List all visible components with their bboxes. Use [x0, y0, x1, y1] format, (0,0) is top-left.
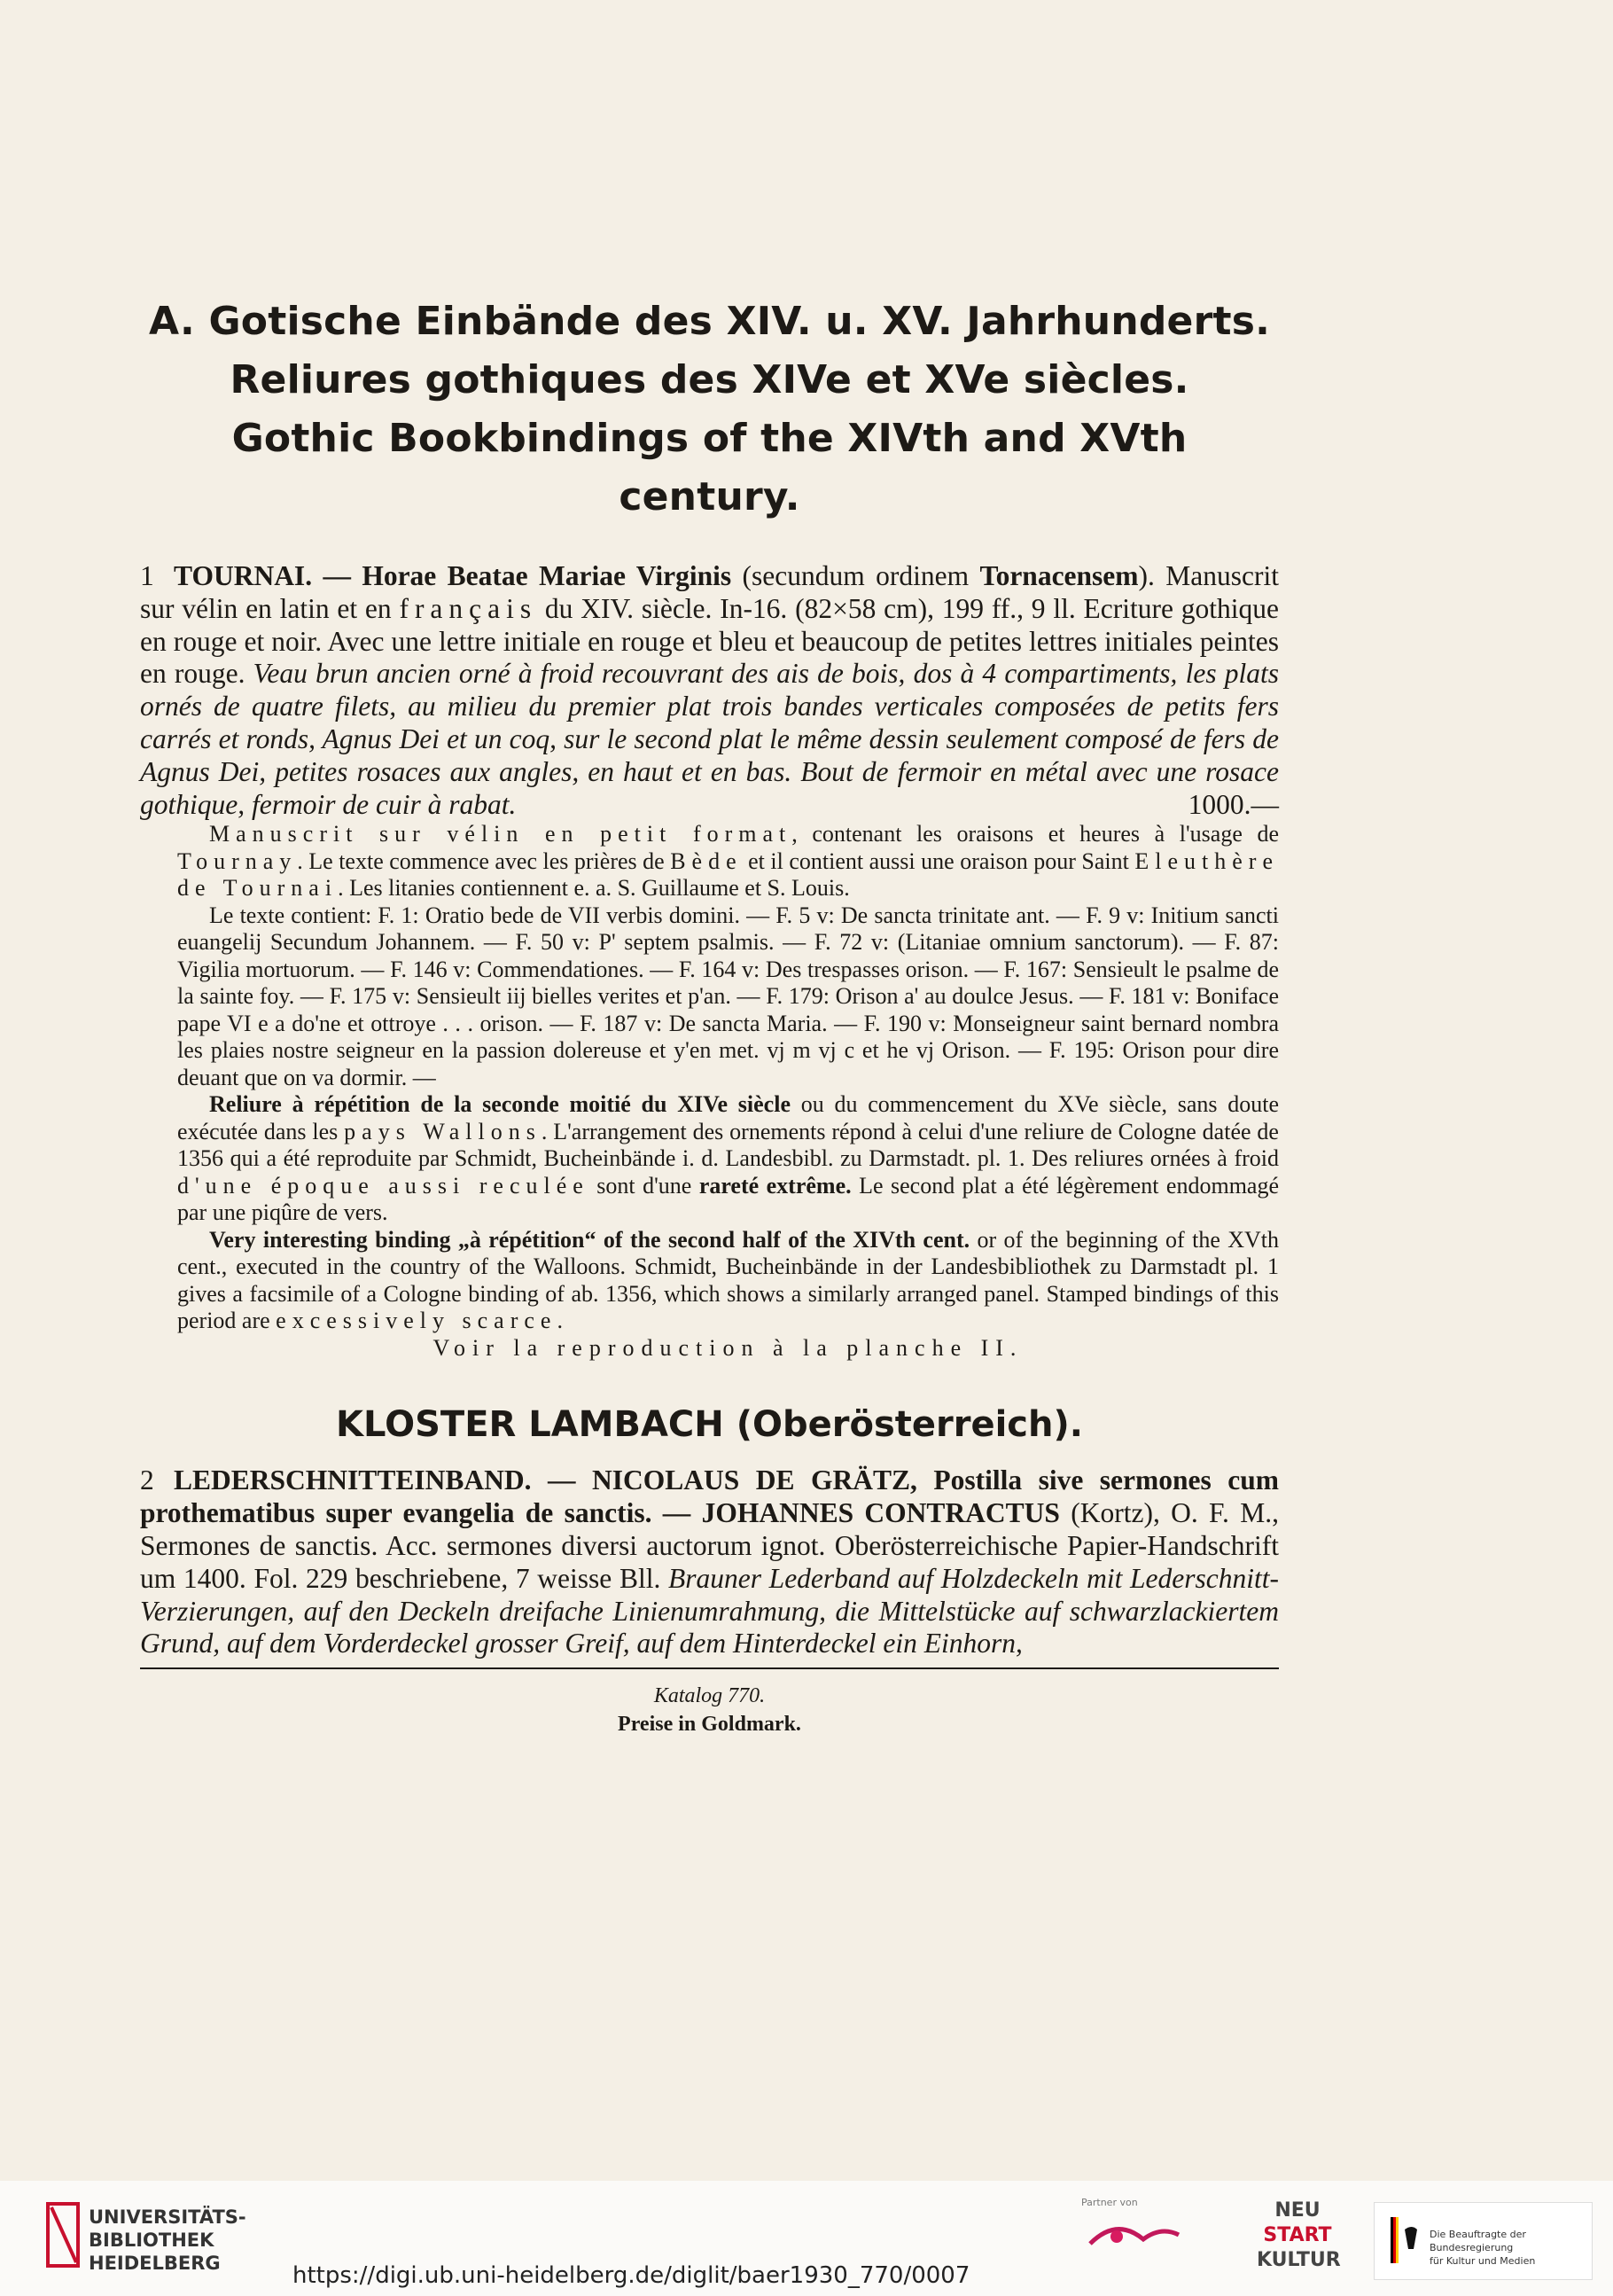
- entry-1-lead: TOURNAI. — Horae Beatae Mariae Virginis: [174, 560, 732, 591]
- federal-eagle-icon: [1385, 2214, 1421, 2267]
- permalink-url[interactable]: https://digi.ub.uni-heidelberg.de/diglit/baer1930_770/0007: [292, 2262, 970, 2289]
- entry-number: 2: [140, 1464, 154, 1496]
- note-manuscript: Manuscrit sur vélin en petit format, contenant les oraisons et heures à l'usage de Tournay. Le texte commence avec les prières de Bède et il contient aussi une oraison pour Saint Eleuthère de Tournai. Les litanies contiennent e. a. S. Guillaume et S. Louis.: [177, 821, 1279, 902]
- binding-description: Brauner Lederband auf Holzdeckeln mit Lederschnitt-Verzierungen, auf den Deckeln dreifache Linienumrahmung, die Mittelstücke auf schwarzlackiertem Grund, auf dem Vorderdeckel grosser Greif, auf dem Hinterdeckel ein Einhorn,: [140, 1562, 1279, 1660]
- dsb-logo-icon: [1081, 2208, 1214, 2261]
- entry-number: 1: [140, 560, 154, 591]
- note-binding-fr: Reliure à répétition de la seconde moitié du XIVe siècle ou du commencement du XVe siècle, sans doute exécutée dans les pays Wallons. L'arrangement des ornements répond à celui d'une reliure de Cologne datée de 1356 qui a été reproduite par Schmidt, Bucheinbände i. d. Landesbibl. zu Darmstadt. pl. 1. Des reliures ornées à froid d'une époque aussi reculée sont d'une rareté extrême. Le second plat a été légèrement endommagé par une piqûre de vers.: [177, 1091, 1279, 1226]
- heading-french: Reliures gothiques des XIVe et XVe siècles.: [230, 357, 1189, 402]
- neustart-kultur-logo[interactable]: NEU START KULTUR: [1257, 2199, 1341, 2271]
- heading-english: Gothic Bookbindings of the XIVth and XVth century.: [231, 416, 1188, 519]
- price: 1000.—: [1188, 788, 1279, 820]
- partner-logo[interactable]: Partner von: [1081, 2197, 1223, 2264]
- entry-1: [140, 560, 1279, 1362]
- note-contents: Le texte contient: F. 1: Oratio bede de VII verbis domini. — F. 5 v: De sancta trinitate ant. — F. 9 v: Initium sancti euangelij Secundum Johannem. — F. 50 v: P' septem psalmis. — F. 72 v: (Litaniae omnium sanctorum). — F. 87: Vigilia mortuorum. — F. 146 v: Commendationes. — F. 164 v: Des trespasses orison. — F. 167: Sensieult le psalme de la sainte foy. — F. 175 v: Sensieult iij bielles verites et p'an. — F. 179: Orison a' au doulce Jesus. — F. 181 v: Boniface pape VI e a do'ne et ottroye . . . orison. — F. 187 v: De sancta Maria. — F. 190 v: Monseigneur saint bernard nombra les plaies nostre seigneur en la passion dolereuse et y'en met. vj m vj c et he vj Orison. — F. 195: Orison pour dire deuant que on va dormir. —: [177, 902, 1279, 1090]
- ub-heidelberg-logo[interactable]: [44, 2200, 83, 2275]
- entry-1-description: 1 TOURNAI. — Horae Beatae Mariae Virginis (secundum ordinem Tornacensem). Manuscrit sur vélin en latin et en français du XIV. siècle. In-16. (82×58 cm), 199 ff., 9 ll. Ecriture gothique en rouge et noir. Avec une lettre initiale en rouge et bleu et beaucoup de petites lettres initiales peintes en rouge. Veau brun ancien orné à froid recouvrant des ais de bois, dos à 4 compartiments, les plats ornés de quatre filets, au milieu du premier plat trois bandes verticales composées de petits fers carrés et ronds, Agnus Dei et un coq, sur le second plat le même dessin seulement composé de fers de Agnus Dei, petites rosaces aux angles, en haut et en bas. Bout de fermoir en métal avec une rosace gothique, fermoir de cuir à rabat. 1000.—: [140, 560, 1280, 820]
- catalog-footer: [140, 1682, 1279, 1738]
- page-content: [140, 293, 1279, 1738]
- entry-2: [140, 1464, 1279, 1660]
- section-heading: KLOSTER LAMBACH (Oberösterreich).: [336, 1404, 1083, 1446]
- bleed-through-text: [213, 173, 1383, 208]
- entry-1-notes: [177, 821, 1279, 1362]
- ub-heidelberg-name: UNIVERSITÄTS- BIBLIOTHEK HEIDELBERG: [89, 2206, 246, 2274]
- footer-rule: [140, 1667, 1279, 1669]
- viewer-footer: [0, 2181, 1613, 2296]
- note-binding-en: Very interesting binding „à répétition“ of the second half of the XIVth cent. or of the beginning of the XVth cent., executed in the country of the Walloons. Schmidt, Bucheinbände in der Landesbibliothek zu Darmstadt pl. 1 gives a facsimile of a Cologne binding of ab. 1356, which shows a similarly arranged panel. Stamped bindings of this period are excessively scarce.: [177, 1226, 1280, 1334]
- plate-reference: Voir la reproduction à la planche II.: [432, 1334, 1024, 1361]
- heading-german: A. Gotische Einbände des XIV. u. XV. Jahrhunderts.: [148, 299, 1271, 344]
- price-note: Preise in Goldmark.: [618, 1713, 801, 1737]
- entry-2-lead: LEDERSCHNITTEINBAND. — NICOLAUS DE GRÄTZ, Postilla sive sermones cum prothematibus super evangelia de sanctis. — JOHANNES CONTRACTUS: [140, 1464, 1279, 1529]
- entry-2-description: 2 LEDERSCHNITTEINBAND. — NICOLAUS DE GRÄTZ, Postilla sive sermones cum prothematibus super evangelia de sanctis. — JOHANNES CONTRACTUS (Kortz), O. F. M., Sermones de sanctis. Acc. sermones diversi auctorum ignot. Oberösterreichische Papier-Handschrift um 1400. Fol. 229 beschriebene, 7 weisse Bll. Brauner Lederband auf Holzdeckeln mit Lederschnitt-Verzierungen, auf den Deckeln dreifache Linienumrahmung, die Mittelstücke auf schwarzlackiertem Grund, auf dem Vorderdeckel grosser Greif, auf dem Hinterdeckel ein Einhorn,: [140, 1464, 1279, 1660]
- catalog-number: Katalog 770.: [653, 1684, 766, 1708]
- bkm-logo[interactable]: Die Beauftragte der Bundesregierung für Kultur und Medien: [1374, 2202, 1593, 2280]
- binding-description: Veau brun ancien orné à froid recouvrant des ais de bois, dos à 4 compartiments, les plats ornés de quatre filets, au milieu du premier plat trois bandes verticales composées de petits fers carrés et ronds, Agnus Dei et un coq, sur le second plat le même dessin seulement composé de fers de Agnus Dei, petites rosaces aux angles, en haut et en bas. Bout de fermoir en métal avec une rosace gothique, fermoir de cuir à rabat.: [140, 658, 1279, 820]
